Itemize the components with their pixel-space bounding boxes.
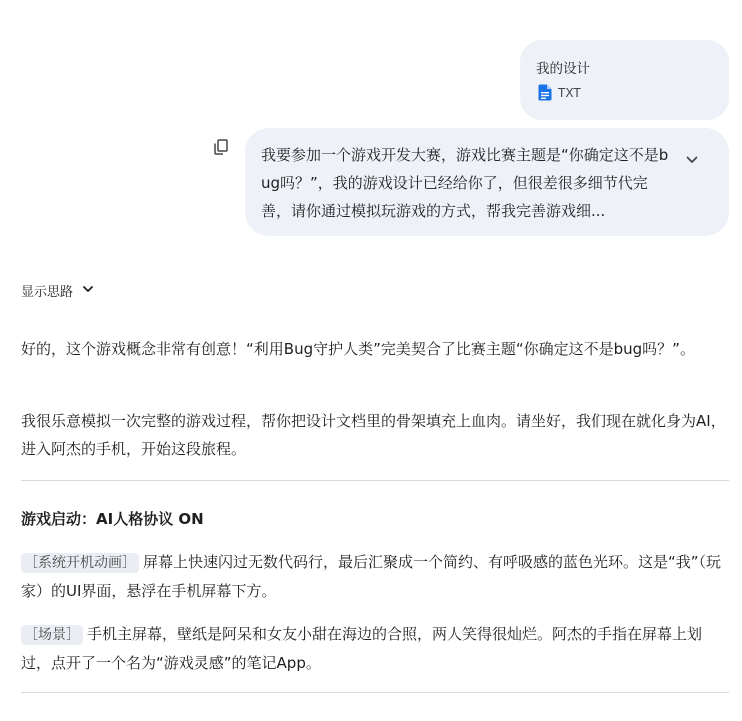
inline-code-tag: ［场景］ xyxy=(21,625,83,645)
response-paragraph: 我很乐意模拟一次完整的游戏过程，帮你把设计文档里的骨架填充上血肉。请坐好，我们现在就化身为AI，进入阿杰的手机，开始这段旅程。 xyxy=(21,412,726,458)
show-thoughts-button[interactable] xyxy=(21,281,95,300)
inline-code-tag: ［系统开机动画］ xyxy=(21,553,139,573)
paragraph-text: 手机主屏幕，壁纸是阿呆和女友小甜在海边的合照，两人笑得很灿烂。阿杰的手指在屏幕上划过，点开了一个名为“游戏灵感”的笔记App。 xyxy=(21,625,703,672)
section-heading: 游戏启动：AI人格协议 ON xyxy=(21,510,204,528)
chevron-down-icon xyxy=(81,282,95,300)
section-divider xyxy=(21,692,729,693)
chevron-down-icon[interactable] xyxy=(682,150,702,170)
user-message-bubble xyxy=(245,128,729,236)
paragraph-text: 屏幕上快速闪过无数代码行，最后汇聚成一个简约、有呼吸感的蓝色光环。这是“我”（玩家）的UI界面，悬浮在手机屏幕下方。 xyxy=(21,553,722,600)
attachment-title: 我的设计 xyxy=(536,61,590,77)
show-thoughts-label: 显示思路 xyxy=(21,285,74,300)
document-icon xyxy=(538,84,552,101)
response-paragraph xyxy=(21,548,729,605)
attachment-card[interactable] xyxy=(520,40,729,120)
attachment-type-label: TXT xyxy=(558,85,581,100)
user-message-text: 我要参加一个游戏开发大赛，游戏比赛主题是“你确定这不是bug吗？”，我的游戏设计已经给你了，但很差很多细节代完善，请你通过模拟玩游戏的方式，帮我完善游戏细... xyxy=(261,146,669,220)
response-paragraph xyxy=(21,620,729,677)
attachment-type xyxy=(538,84,581,101)
section-divider xyxy=(21,480,729,481)
response-paragraph: 好的，这个游戏概念非常有创意！“利用Bug守护人类”完美契合了比赛主题“你确定这不是bug吗？”。 xyxy=(21,340,695,358)
copy-icon[interactable] xyxy=(212,138,230,156)
